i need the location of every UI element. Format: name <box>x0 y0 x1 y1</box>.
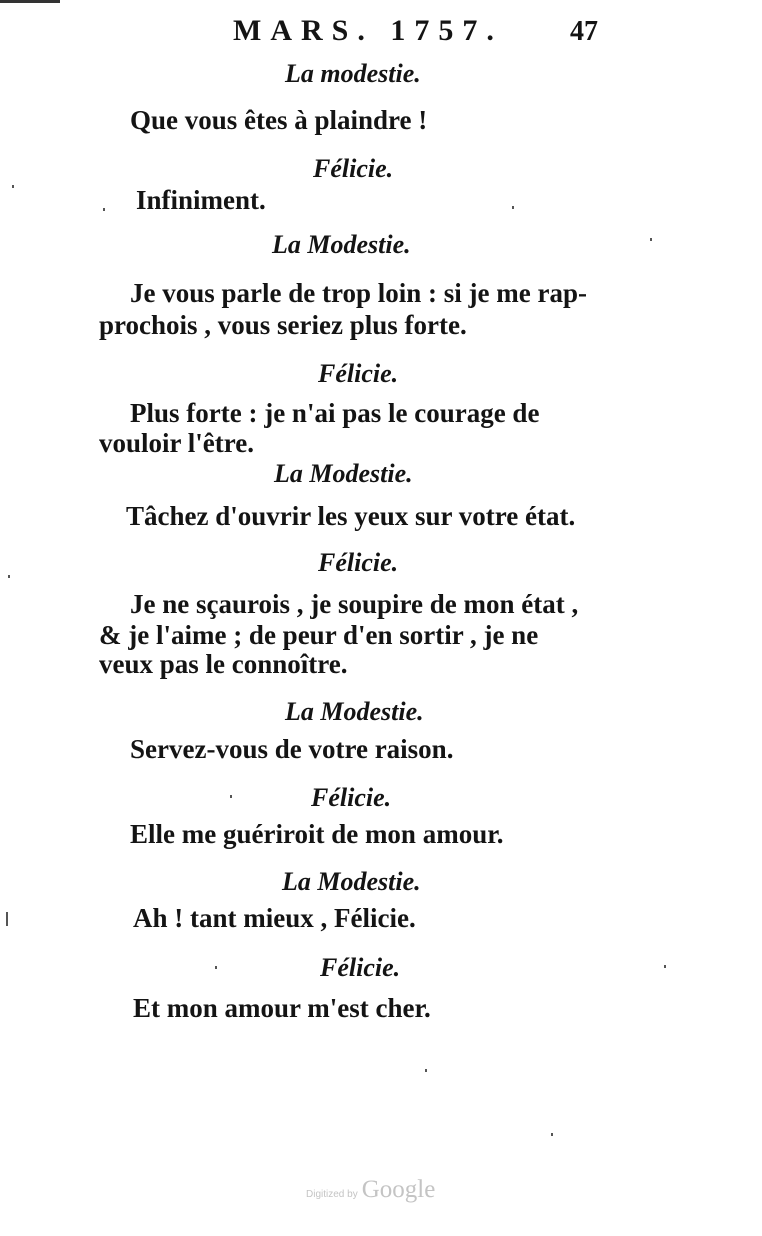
speaker-felicie: Félicie. <box>318 548 399 577</box>
dialogue-line: veux pas le connoître. <box>99 649 348 679</box>
scan-speck <box>425 1069 427 1072</box>
dialogue-line: Que vous êtes à plaindre ! <box>130 105 428 135</box>
scan-speck <box>6 912 8 926</box>
page-number: 47 <box>570 16 598 47</box>
scan-speck <box>230 795 232 798</box>
scan-speck <box>12 185 14 188</box>
speaker-la-modestie: La Modestie. <box>285 697 424 726</box>
scan-speck <box>8 575 10 578</box>
running-head <box>0 14 762 54</box>
scan-edge-mark <box>0 0 60 3</box>
dialogue-line: Servez-vous de votre raison. <box>130 734 454 764</box>
running-title: MARS. 1757. <box>233 14 503 47</box>
dialogue-line: Ah ! tant mieux , Félicie. <box>133 903 416 933</box>
speaker-la-modestie: La Modestie. <box>282 867 421 896</box>
speaker-la-modestie: La Modestie. <box>274 459 413 488</box>
speaker-felicie: Félicie. <box>320 953 401 982</box>
speaker-felicie: Félicie. <box>318 359 399 388</box>
dialogue-line: Je ne sçaurois , je soupire de mon état , <box>130 589 579 619</box>
dialogue-line: Je vous parle de trop loin : si je me rap- <box>130 278 587 308</box>
digitized-by-google-watermark <box>306 1176 435 1204</box>
speaker-felicie: Félicie. <box>313 154 394 183</box>
dialogue-line: Infiniment. <box>136 185 266 215</box>
dialogue-line: prochois , vous seriez plus forte. <box>99 310 467 340</box>
speaker-felicie: Félicie. <box>311 783 392 812</box>
google-logo-text: Google <box>361 1176 436 1203</box>
scan-speck <box>664 965 666 968</box>
scan-speck <box>215 966 217 969</box>
scan-speck <box>512 206 514 209</box>
dialogue-line: & je l'aime ; de peur d'en sortir , je ne <box>99 620 539 650</box>
dialogue-line: Tâchez d'ouvrir les yeux sur votre état. <box>126 501 576 531</box>
dialogue-line: Plus forte : je n'ai pas le courage de <box>130 398 540 428</box>
scan-speck <box>650 238 652 241</box>
speaker-la-modestie: La modestie. <box>285 59 421 88</box>
dialogue-line: Elle me guériroit de mon amour. <box>130 819 504 849</box>
dialogue-line: Et mon amour m'est cher. <box>133 993 431 1023</box>
dialogue-line: vouloir l'être. <box>99 428 254 458</box>
watermark-prefix: Digitized by <box>306 1189 358 1200</box>
scan-speck <box>551 1133 553 1136</box>
scan-speck <box>103 208 105 211</box>
speaker-la-modestie: La Modestie. <box>272 230 411 259</box>
